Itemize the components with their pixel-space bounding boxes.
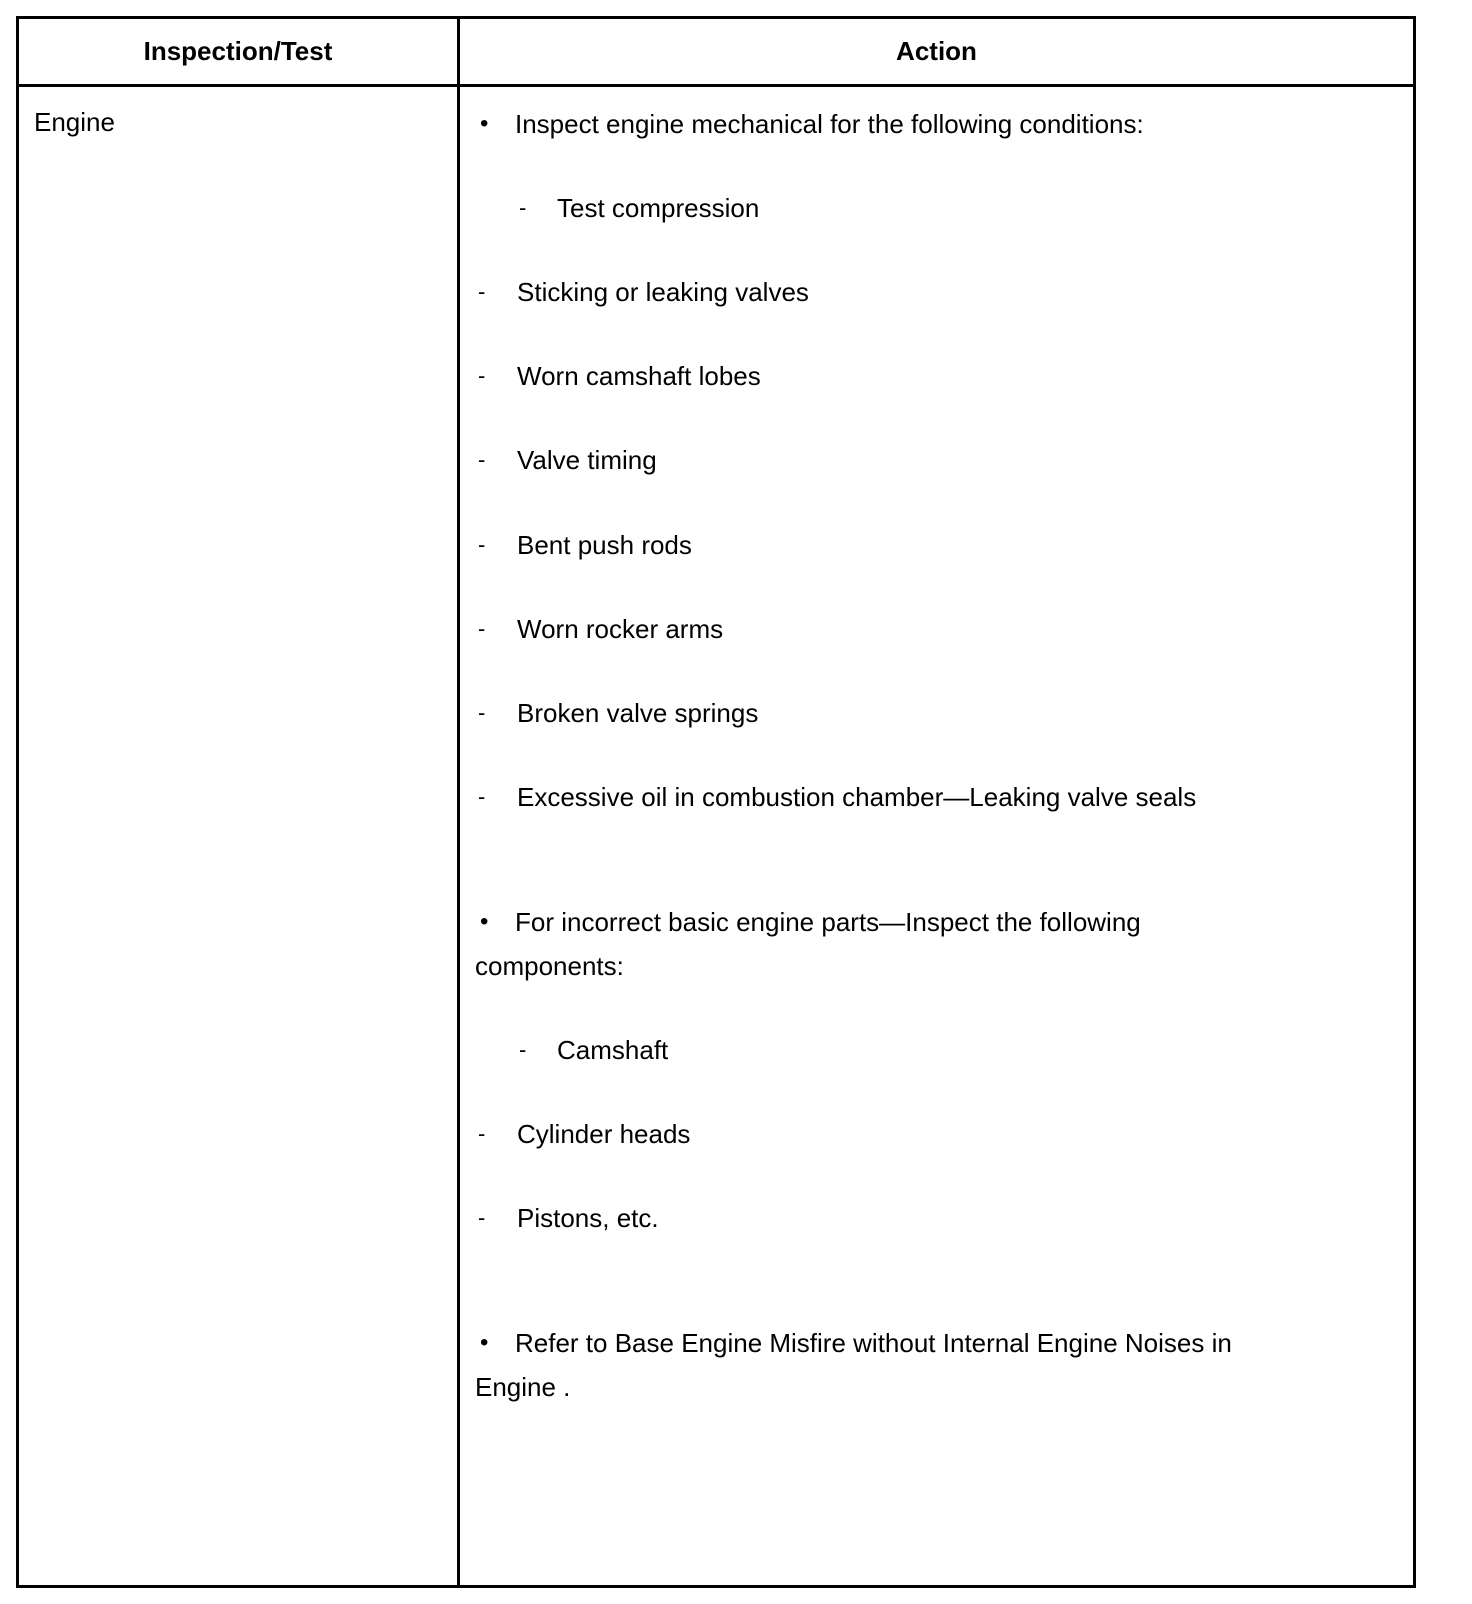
inspection-cell-engine: Engine bbox=[34, 107, 115, 137]
dash-mark: - bbox=[519, 195, 527, 220]
dash-mark: - bbox=[478, 447, 486, 472]
action-bullet-2-text: For incorrect basic engine parts—Inspect the following bbox=[515, 907, 1141, 937]
dash-mark: - bbox=[478, 1121, 486, 1146]
action-bullet-2-continuation: components: bbox=[475, 951, 624, 981]
action-bullet-3-continuation: Engine . bbox=[475, 1372, 571, 1402]
header-action: Action bbox=[896, 36, 977, 66]
column-divider bbox=[457, 19, 460, 1585]
bullet-mark: • bbox=[480, 908, 489, 935]
action-item-text: Bent push rods bbox=[517, 530, 692, 560]
dash-mark: - bbox=[478, 279, 486, 304]
action-item-text: Test compression bbox=[557, 193, 760, 223]
action-item-text: Cylinder heads bbox=[517, 1119, 691, 1149]
action-item-text: Excessive oil in combustion chamber—Leaking valve seals bbox=[517, 782, 1197, 812]
dash-mark: - bbox=[519, 1037, 527, 1062]
action-item-text: Valve timing bbox=[517, 445, 657, 475]
dash-mark: - bbox=[478, 616, 486, 641]
bullet-mark: • bbox=[480, 110, 489, 137]
action-bullet-1-text: Inspect engine mechanical for the following conditions: bbox=[515, 109, 1144, 139]
action-item-text: Worn rocker arms bbox=[517, 614, 724, 644]
action-item-text: Broken valve springs bbox=[517, 698, 759, 728]
dash-mark: - bbox=[478, 784, 486, 809]
action-item-text: Worn camshaft lobes bbox=[517, 361, 761, 391]
dash-mark: - bbox=[478, 532, 486, 557]
dash-mark: - bbox=[478, 363, 486, 388]
action-item-text: Sticking or leaking valves bbox=[517, 277, 809, 307]
header-rule bbox=[19, 84, 1413, 87]
dash-mark: - bbox=[478, 1205, 486, 1230]
action-item-text: Camshaft bbox=[557, 1035, 669, 1065]
action-bullet-3-text: Refer to Base Engine Misfire without Internal Engine Noises in bbox=[515, 1328, 1232, 1358]
inspection-table bbox=[16, 16, 1416, 1588]
action-item-text: Pistons, etc. bbox=[517, 1203, 659, 1233]
bullet-mark: • bbox=[480, 1329, 489, 1356]
header-inspection-test: Inspection/Test bbox=[143, 36, 333, 66]
dash-mark: - bbox=[478, 700, 486, 725]
